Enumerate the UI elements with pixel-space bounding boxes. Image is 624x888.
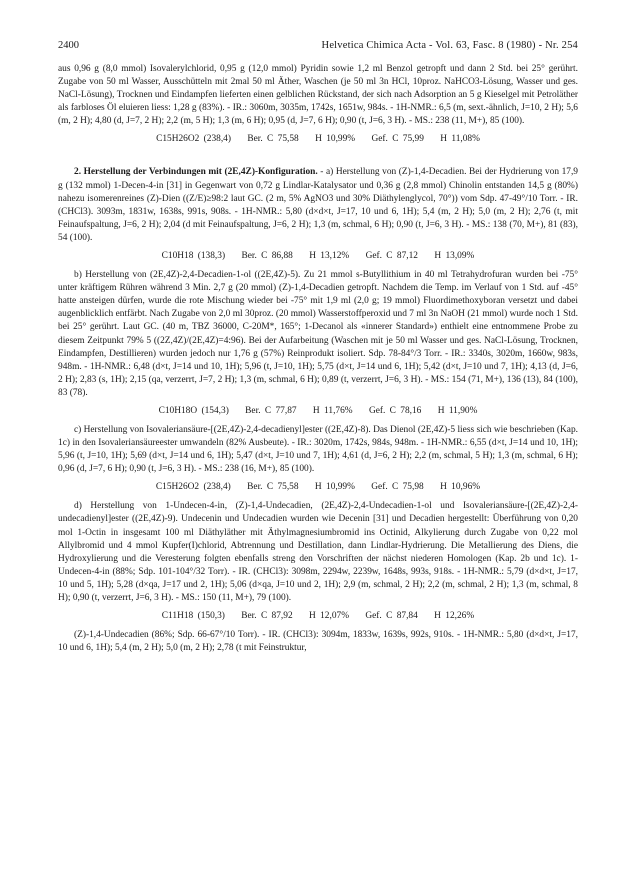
formula: C15H26O2 (238,4) <box>156 134 231 145</box>
found-c: Gef. C 78,16 <box>368 405 422 416</box>
calc-h: H 13,12% <box>309 251 350 262</box>
paragraph-d: d) Herstellung von 1-Undecen-4-in, (Z)-1,4-Undecadien, (2E,4Z)-2,4-Undecadien-1-ol und Isovaleriansäure-[(2E,4Z)-2,4-undecadienyl]ester ((2E,4Z)-9). Undecenin und Undecadien wurden wie Decenin [31] und Decadien hergestellt: Überführung von 0,20 mol 1-Octin in insgesamt 100 ml Diäthyläther mit Äthylmagnesiumbromid ins Octinid, Alkylierung durch Zugabe von 0,22 mol Allylbromid und 4 mmol Kupfer(I)chlorid, Abtrennung und Destillation, dann Lindlar-Hydrierung. Die Metallierung des Diens, die Hydroxylierung und die Veresterung folgten ebenfalls streng den Vorschriften der nächst niederen Homologen (Kap. 2b und 1c). 1-Undecen-4-in (88%; Sdp. 101-104°/32 Torr). - IR. (CHCl3): 3098m, 2294w, 2239w, 1648s, 993s, 918s. - 1H-NMR.: 5,79 (d×d×t, J=17, 10 und 5, 1H); 5,28 (d×qa, J=17 und 2, 1H); 5,06 (d×qa, J=10 und 2, 1H); 2,9 (m, schmal, 2 H); 2,2 (m, schmal, 2 H); 1,3 (m, schmal, 8 H); 0,90 (t, verzerrt, J=6, 3 H). - MS.: 150 (11, M+), 79 (100). <box>58 501 578 603</box>
elemental-analysis-4 <box>58 481 578 494</box>
found-c: Gef. C 87,84 <box>365 611 418 622</box>
calc-h: H 11,76% <box>312 405 353 416</box>
running-header <box>58 40 578 51</box>
found-c: Gef. C 87,12 <box>365 251 418 262</box>
calc-h: H 12,07% <box>309 611 350 622</box>
elemental-analysis-3 <box>58 405 578 418</box>
found-h: H 12,26% <box>434 611 475 622</box>
page-number: 2400 <box>58 40 79 51</box>
formula: C15H26O2 (238,4) <box>155 482 231 493</box>
found-h: H 11,08% <box>440 134 480 145</box>
section-heading: 2. Herstellung der Verbindungen mit (2E,4Z)-Konfiguration. <box>74 167 318 178</box>
calc-c: Ber. C 75,58 <box>247 134 299 145</box>
section-2-paragraph <box>58 166 578 245</box>
calc-c: Ber. C 75,58 <box>247 482 299 493</box>
section-2-text: - a) Herstellung von (Z)-1,4-Decadien. Bei der Hydrierung von 17,9 g (132 mmol) 1-Decen-4-in [31] in Gegenwart von 0,72 g Lindlar-Katalysator und 0,36 g (2,8 mmol) Chinolin entstanden 14,5 g (80%) nahezu isomerenreines (Z)-Dien ((Z/E)≥98:2 laut GC. (2 m, 5% AgNO3 und 30% Diäthylenglycol, 70°)) vom Sdp. 47-49°/10 Torr. - IR. (CHCl3). 3093m, 1831w, 1638s, 991s, 908s. - 1H-NMR.: 5,80 (d×d×t, J=17, 10 und 6, 1H); 5,4 (m, 2 H); 5,0 (m, 2 H); 2,76 (t, mit Feinaufspaltung, J=6, 2 H); 2,04 (d mit Feinaufspaltung, J=6, 2 H); 1,3 (m, schmal, 6 H); 0,90 (t, J=6, 3 H). - MS.: 138 (70, M+), 81 (83), 54 (100). <box>58 167 578 243</box>
found-c: Gef. C 75,99 <box>371 134 424 145</box>
elemental-analysis-5 <box>58 610 578 623</box>
found-h: H 10,96% <box>440 482 481 493</box>
calc-c: Ber. C 86,88 <box>241 251 293 262</box>
paragraph-e: (Z)-1,4-Undecadien (86%; Sdp. 66-67°/10 Torr). - IR. (CHCl3): 3094m, 1833w, 1639s, 992s, 910s. - 1H-NMR.: 5,80 (d×d×t, J=17, 10 und 6, 1H); 5,4 (m, 2 H); 5,0 (m, 2 H); 2,78 (t mit Feinstruktur, <box>58 630 578 654</box>
paragraph-b: b) Herstellung von (2E,4Z)-2,4-Decadien-1-ol ((2E,4Z)-5). Zu 21 mmol s-Butyllithium in 40 ml Tetrahydrofuran wurden bei -75° unter kräftigem Rühren während 3 Min. 2,7 g (20 mmol) (Z)-1,4-Decadien getropft. Nachdem die Temp. im Verlauf von 1 Std. auf -45° hatte ansteigen dürfen, wurde die rote Mischung wieder bei -75° mit 1,9 ml (2,0 g; 19 mmol) Fluordimethoxyboran versetzt und dabei augenblicklich entfärbt. Nach Zugabe von 2,0 ml 30proz. (20 mmol) Wasserstoffperoxid und 7 ml 3n NaOH (21 mmol) wurde noch 1 Std. bei 25° gerührt. Laut GC. (40 m, TBZ 36000, C-20M*, 165°; 1-Decanol als «innerer Standard») enthielt eine entnommene Probe zu diesem Zeitpunkt 79% 5 ((2Z,4Z)/(2E,4Z)=4:96). Bei der Aufarbeitung (Waschen mit je 50 ml Wasser und ges. NaCl-Lösung, Trocknen, Eindampfen, Destillieren) wurden jedoch nur 1,76 g (57%) Reinprodukt isoliert. Sdp. 78-84°/3 Torr. - IR.: 3340s, 3020m, 1660w, 983s, 948m. - 1H-NMR.: 6,48 (d×t, J=14 und 10, 1H); 5,96 (t, J=10, 1H); 5,75 (d×t, J=14 und 6, 1H); 5,42 (d×t, J=10 und 7, 1H); 4,13 (d, J=6, 2 H); 2,83 (s, 1H); 2,15 (qa, verzerrt, J=7, 2 H); 1,3 (m, schmal, 6 H); 0,89 (t, verzerrt, J=6, 3 H). - MS.: 154 (71, M+), 136 (13), 84 (100), 83 (78). <box>58 270 578 398</box>
calc-c: Ber. C 77,87 <box>245 405 297 416</box>
formula: C10H18O (154,3) <box>158 405 229 416</box>
formula: C10H18 (138,3) <box>161 251 226 262</box>
elemental-analysis-2 <box>58 250 578 263</box>
found-h: H 11,90% <box>437 405 478 416</box>
calc-c: Ber. C 87,92 <box>241 611 293 622</box>
calc-h: H 10,99% <box>315 134 356 145</box>
document-page <box>58 40 578 655</box>
journal-header: Helvetica Chimica Acta - Vol. 63, Fasc. 8 (1980) - Nr. 254 <box>321 40 578 51</box>
paragraph-continuation: aus 0,96 g (8,0 mmol) Isovalerylchlorid, 0,95 g (12,0 mmol) Pyridin sowie 1,2 ml Benzol getropft und dann 2 Std. bei 25° gerührt. Zugabe von 50 ml Wasser, Ausschütteln mit 2mal 50 ml Äther, Waschen (je 50 ml 3n HCl, 10proz. NaHCO3-Lösung, Wasser und ges. NaCl-Lösung), Trocknen und Eindampfen lieferten einen gelblichen Rückstand, der sich nach Adsorption an 5 g Kieselgel mit Petroläther als farbloses Öl eluieren liess: 1,28 g (83%). - IR.: 3060m, 3035m, 1742s, 1651w, 984s. - 1H-NMR.: 6,5 (m, sext.-ähnlich, J=10, 2 H); 5,6 (m, 2 H); 4,80 (d, J=7, 2 H); 2,2 (m, 5 H); 1,3 (m, 6 H); 0,95 (d, J=7, 6 H); 0,90 (t, J=6, 3 H). - MS.: 238 (11, M+), 85 (100). <box>58 64 578 127</box>
calc-h: H 10,99% <box>314 482 355 493</box>
found-c: Gef. C 75,98 <box>371 482 424 493</box>
formula: C11H18 (150,3) <box>161 611 225 622</box>
paragraph-c: c) Herstellung von Isovaleriansäure-[(2E,4Z)-2,4-decadienyl]ester ((2E,4Z)-8). Das Dienol (2E,4Z)-5 liess sich wie beschrieben (Kap. 1c) in den Isovaleriansäureester umwandeln (82% Ausbeute). - IR.: 3020m, 1742s, 984s, 948m. - 1H-NMR.: 6,55 (d×t, J=14 und 10, 1H); 5,96 (t, J=10, 1H); 5,69 (d×t, J=14 und 6, 1H); 5,47 (d×t, J=10 und 7, 1H); 4,61 (d, J=6, 2 H); 2,2 (m, schmal, 5 H); 1,3 (m, schmal, 6 H); 0,96 (d, J=7, 6 H); 0,90 (t, J=6, 3 H). - MS.: 238 (16, M+), 85 (100). <box>58 424 578 475</box>
elemental-analysis-1 <box>58 133 578 146</box>
found-h: H 13,09% <box>434 251 475 262</box>
